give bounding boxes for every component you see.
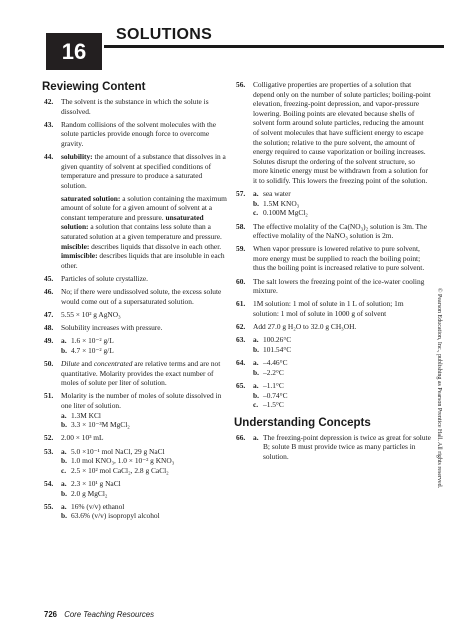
part-a: a. 16% (v/v) ethanol	[61, 501, 125, 511]
answer-58	[236, 222, 431, 241]
part-text: 1.5M KNO₃	[263, 198, 300, 208]
part-text: 2.3 × 10¹ g NaCl	[71, 478, 121, 488]
term: solubility:	[61, 152, 93, 162]
item-number: 61.	[236, 299, 246, 309]
answer-42	[44, 97, 229, 116]
answer-text: The solvent is the substance in which the solute is dissolved.	[61, 97, 209, 116]
part-text: 2.5 × 10² mol CaCl₂, 2.8 g CaCl₂	[71, 465, 169, 475]
item-number: 62.	[236, 322, 246, 332]
part-a: a. 1.3M KCl	[61, 410, 101, 420]
answer-text: When vapor pressure is lowered relative to pure solvent, more energy must be supplied to reach the boiling point; thus the boiling point is increased relative to pure solvent.	[253, 244, 425, 273]
answer-61	[236, 299, 431, 318]
footer-resource-title: Core Teaching Resources	[64, 610, 155, 619]
answer-parts	[253, 189, 431, 218]
item-number: 52.	[44, 433, 54, 443]
term: saturated solution:	[61, 193, 121, 203]
item-number: 54.	[44, 478, 54, 488]
answer-53	[44, 447, 229, 476]
part-a: a. 100.26°C	[253, 335, 292, 345]
item-number: 44.	[44, 152, 54, 162]
answer-text: 5.55 × 10² g AgNO₃	[61, 309, 121, 319]
item-number: 57.	[236, 189, 246, 199]
right-column	[236, 80, 431, 465]
copyright-notice: © Pearson Education, Inc., publishing as Pearson Prentice Hall. All rights reserved.	[436, 288, 442, 489]
answer-text: 1M solution: 1 mol of solute in 1 L of solution; 1m solution: 1 mol of solute in 1000 g of solvent	[253, 299, 404, 319]
part-text: The freezing-point depression is twice as great for solute B; solute B must provide twice as many particles in solution.	[263, 432, 431, 461]
part-text: –2.2°C	[263, 367, 284, 377]
term: unsaturated solution:	[61, 212, 204, 232]
answer-text: The salt lowers the freezing point of the ice-water cooling mixture.	[253, 276, 425, 296]
definition: a solution that contains less solute than a saturated solution at a given temperature and pressure.	[61, 222, 222, 241]
answer-59	[236, 244, 431, 273]
item-number: 46.	[44, 287, 54, 297]
answer-text: No; if there were undissolved solute, the excess solute would come out of a supersaturated solution.	[61, 287, 222, 306]
answer-parts	[253, 381, 431, 410]
definition: the amount of a substance that dissolves in a given quantity of solvent at specified conditions of temperature and pressure to produce a saturated solution.	[61, 152, 226, 190]
chapter-number-badge	[46, 33, 102, 70]
definition-group	[61, 194, 229, 271]
item-number: 48.	[44, 323, 54, 333]
item-number: 58.	[236, 221, 246, 231]
definition: a solution containing the maximum amount of solute for a given amount of solvent at a constant temperature and pressure.	[61, 193, 227, 222]
part-text: –1.5°C	[263, 400, 284, 410]
definition: describes liquids that are insoluble in each other.	[61, 251, 225, 270]
part-b: b. 3.3 × 10⁻³M MgCl₂	[61, 420, 130, 430]
item-number: 49.	[44, 336, 54, 346]
item-number: 55.	[44, 501, 54, 511]
part-text: –1.1°C	[263, 380, 284, 390]
term: immiscible:	[61, 251, 98, 261]
page-number: 726	[44, 610, 58, 619]
answer-50	[44, 359, 229, 388]
answer-text: Add 27.0 g H₂O to 32.0 g CH₃OH.	[253, 322, 357, 332]
chapter-number: 16	[61, 38, 87, 64]
answer-51	[44, 391, 229, 429]
item-number: 42.	[44, 97, 54, 106]
item-number: 64.	[236, 358, 246, 368]
answer-45	[44, 274, 229, 284]
part-text: –4.46°C	[263, 358, 288, 368]
term: miscible:	[61, 241, 90, 251]
section-heading-understanding: Understanding Concepts	[234, 416, 371, 429]
section-heading-reviewing: Reviewing Content	[42, 81, 146, 93]
part-c: c. 0.100M MgCl₂	[253, 208, 308, 218]
item-number: 53.	[44, 446, 54, 456]
part-b: b. 1.5M KNO₃	[253, 198, 300, 208]
part-a: a. 2.3 × 10¹ g NaCl	[61, 478, 121, 488]
item-number: 65.	[236, 380, 246, 390]
answer-62	[236, 322, 431, 332]
item-number: 43.	[44, 119, 54, 129]
answer-parts	[253, 433, 431, 462]
part-text: 3.3 × 10⁻³M MgCl₂	[71, 420, 130, 430]
answer-49	[44, 336, 229, 355]
definition: describes liquids that dissolve in each other.	[89, 241, 222, 251]
answer-intro: Molarity is the number of moles of solute dissolved in one liter of solution.	[61, 391, 222, 410]
item-number: 51.	[44, 391, 54, 401]
answer-text: Dilute and concentrated are relative terms and are not quantitative. Molarity provides the exact number of moles of solute per liter of solution.	[61, 359, 221, 388]
answer-56	[236, 80, 431, 186]
answer-parts	[253, 358, 431, 377]
answer-54	[44, 479, 229, 498]
part-text: 1.3M KCl	[71, 410, 101, 420]
answer-parts	[61, 336, 229, 355]
answer-text: Solubility increases with pressure.	[61, 323, 163, 333]
answer-text: Colligative properties are properties of a solution that depend only on the number of solute particles; boiling-point elevation, freezing-point depression, and vapor-pressure lowering. Boiling points are elevated because shells of solvent form around solute particles, reducing the amount of solvent molecules that have sufficient energy to escape the solution; relative to the pure solvent, the amount of energy required to cause vaporization or boiling increases. Solutes disrupt the ordering of the solvent structure, so more kinetic energy must be withdrawn from a solution for it to solidify. This lowers the freezing point of the solution.	[253, 80, 431, 185]
answer-text: The effective molality of the Ca(NO₃)₂ solution is 3m. The effective molality of the NaNO₃ solution is 2m.	[253, 221, 428, 241]
part-b: b. –0.74°C	[253, 390, 288, 400]
left-column	[44, 80, 229, 524]
part-b: b. –2.2°C	[253, 367, 284, 377]
item-number: 63.	[236, 335, 246, 345]
page-footer	[44, 610, 154, 619]
part-text: –0.74°C	[263, 390, 288, 400]
answer-text: Random collisions of the solvent molecules with the solute particles provide enough force to overcome gravity.	[61, 119, 216, 148]
answer-47	[44, 310, 229, 320]
part-c: c. –1.5°C	[253, 400, 284, 410]
part-a: a. –1.1°C	[253, 380, 284, 390]
italic-term: concentrated	[93, 359, 133, 368]
italic-term: Dilute	[61, 359, 80, 368]
item-number: 47.	[44, 309, 54, 319]
part-b: b. 2.0 g MgCl₂	[61, 488, 108, 498]
answer-43	[44, 120, 229, 149]
answer-parts	[61, 502, 229, 521]
part-text: 63.6% (v/v) isopropyl alcohol	[71, 511, 160, 521]
item-number: 60.	[236, 276, 246, 286]
answer-text	[61, 152, 229, 270]
part-text: 5.0 ×10⁻¹ mol NaCl, 29 g NaCl	[71, 446, 165, 456]
part-text: 4.7 × 10⁻² g/L	[71, 345, 114, 355]
item-number: 45.	[44, 273, 54, 283]
answer-66	[236, 433, 431, 462]
answer-44	[44, 152, 229, 270]
answer-parts	[253, 335, 431, 354]
answer-60	[236, 277, 431, 296]
part-text: 2.0 g MgCl₂	[71, 488, 108, 498]
part-text: 1.0 mol KNO₃, 1.0 × 10⁻² g KNO₃	[71, 456, 175, 466]
chapter-title: SOLUTIONS	[116, 26, 213, 43]
answer-63	[236, 335, 431, 354]
answer-46	[44, 287, 229, 306]
part-text: 100.26°C	[263, 335, 292, 345]
part-text: 1.6 × 10⁻² g/L	[71, 336, 114, 346]
answer-parts	[61, 479, 229, 498]
part-text: sea water	[263, 189, 291, 199]
answer-52	[44, 433, 229, 443]
part-text: 16% (v/v) ethanol	[71, 501, 125, 511]
answer-parts	[61, 447, 229, 476]
part-b: b. 1.0 mol KNO₃, 1.0 × 10⁻² g KNO₃	[61, 456, 175, 466]
part-b: b. 4.7 × 10⁻² g/L	[61, 345, 114, 355]
part-a: a. 5.0 ×10⁻¹ mol NaCl, 29 g NaCl	[61, 446, 165, 456]
part-a: a. 1.6 × 10⁻² g/L	[61, 336, 114, 346]
part-a: a. The freezing-point depression is twice as great for solute B; solute B must provide twice as many particles in solution.	[253, 432, 431, 461]
answer-text: 2.00 × 10³ mL	[61, 433, 104, 443]
part-b: b. 101.54°C	[253, 345, 292, 354]
part-text: 0.100M MgCl₂	[263, 208, 308, 218]
header-rule	[104, 45, 444, 48]
answer-55	[44, 502, 229, 521]
answer-57	[236, 189, 431, 218]
part-b: b. 63.6% (v/v) isopropyl alcohol	[61, 511, 160, 521]
answer-48	[44, 323, 229, 333]
part-text: 101.54°C	[263, 345, 292, 354]
answer-text: Particles of solute crystallize.	[61, 273, 149, 283]
item-number: 56.	[236, 80, 246, 89]
answer-65	[236, 381, 431, 410]
part-a: a. –4.46°C	[253, 358, 288, 368]
item-number: 50.	[44, 359, 54, 368]
part-c: c. 2.5 × 10² mol CaCl₂, 2.8 g CaCl₂	[61, 465, 169, 475]
definition-solubility	[61, 152, 229, 190]
item-number: 59.	[236, 244, 246, 254]
answer-text	[61, 391, 229, 429]
item-number: 66.	[236, 432, 246, 442]
part-a: a. sea water	[253, 189, 291, 199]
answer-64	[236, 358, 431, 377]
